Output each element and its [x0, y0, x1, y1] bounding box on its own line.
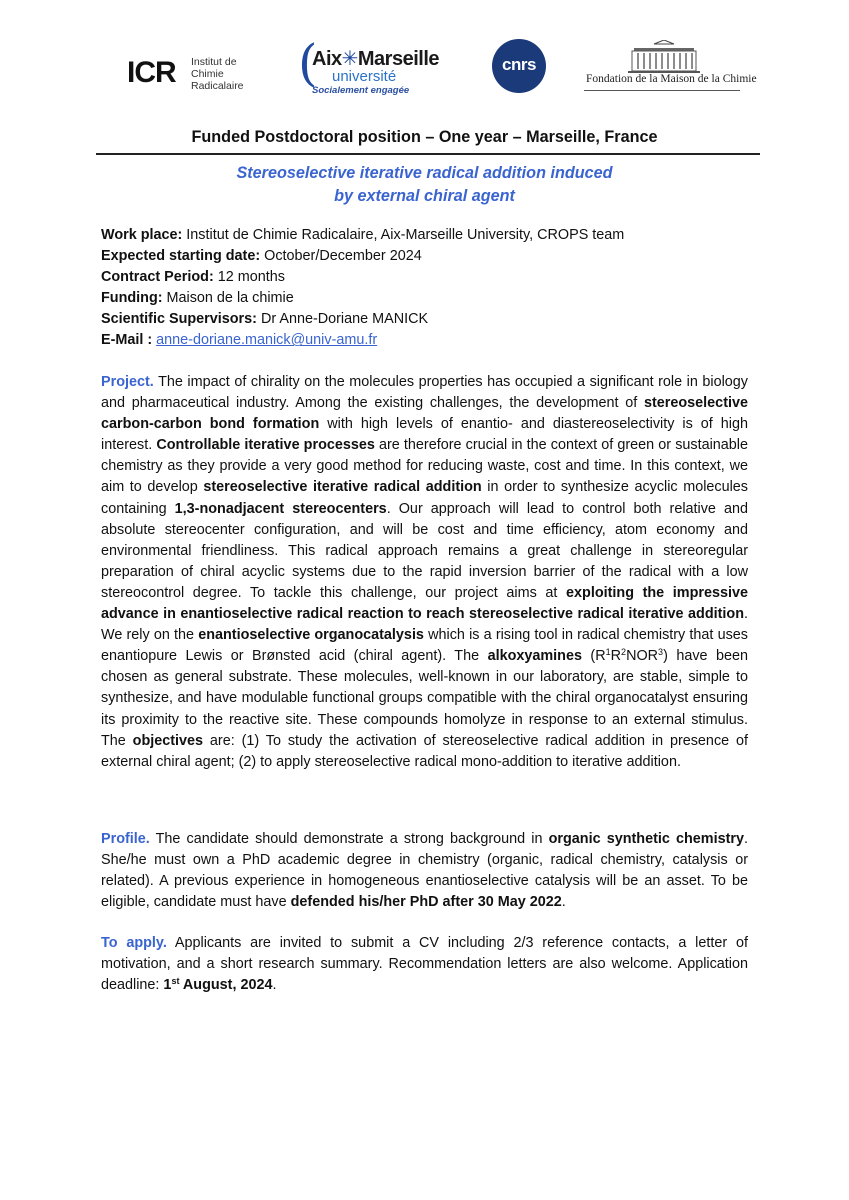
cnrs-text: cnrs [502, 55, 536, 74]
fondation-name: Fondation de la Maison de la Chimie [586, 73, 757, 85]
email-link[interactable]: anne-doriane.manick@univ-amu.fr [156, 332, 378, 349]
project-title: Stereoselective iterative radical addition induced by external chiral agent [236, 164, 613, 205]
amu-title: Aix✳Marseille [312, 48, 439, 70]
logo-row [0, 34, 849, 98]
start-date-row: Expected starting date: October/December 2024 [101, 248, 422, 265]
title-rule [96, 153, 760, 155]
project-paragraph: Project. The impact of chirality on the molecules properties has occupied a significant role in biology and pharmaceutical industry. Among the existing challenges, the development of stereoselective carbon-carbon bond formation with high levels of enantio- and diastereoselectivity is of high interest. Controllable iterative processes are therefore crucial in the context of green or sustainable chemistry as they provide a very good method for reducing waste, cost and time. In this context, we aim to develop stereoselective iterative radical addition in order to synthesize acyclic molecules containing 1,3-nonadjacent stereocenters. Our approach will lead to control both relative and absolute stereocenter configuration, and will be cost and time efficiency, atom economy and environmental friendliness. This radical approach remains a great challenge in stereoregular preparation of chiral acyclic systems due to the rapid inversion barrier of the radical with a low stereocontrol degree. To tackle this challenge, our project aims at exploiting the impressive advance in enantioselective radical reaction to reach stereoselective radical iterative addition. We rely on the enantioselective organocatalysis which is a rising tool in radical chemistry that uses enantiopure Lewis or Brønsted acid (chiral agent). The alkoxyamines $(R^1R^2NOR^3)$ have been chosen as general substrate. These molecules, well-known in our laboratory, are stable, simple to synthesize, and have modulable functional groups compatible with the chiral organocatalyst ensuring its proximity to the reactive site. These compounds homolyze in response to an external stimulus. The objectives are: (1) To study the activation of stereoselective radical addition in presence of external chiral agent; (2) to apply stereoselective radical mono-addition to iterative addition. [101, 374, 749, 770]
contract-row: Contract Period: 12 months [101, 269, 285, 286]
amu-logo [298, 34, 439, 98]
funding-row: Funding: Maison de la chimie [101, 290, 294, 307]
amu-bracket-icon: ( [298, 34, 318, 92]
amu-tagline: Socialement engagée [312, 85, 410, 96]
page-title: Funded Postdoctoral position – One year – Marseille, France [191, 128, 658, 146]
icr-mark: ICR [127, 56, 176, 89]
divider [584, 90, 740, 91]
position-details [101, 225, 761, 352]
supervisors-row: Scientific Supervisors: Dr Anne-Doriane MANICK [101, 311, 429, 328]
apply-paragraph: To apply. Applicants are invited to submit a CV including 2/3 reference contacts, a letter of motivation, and a short research summary. Recommendation letters are also welcome. Application deadline: 1st August, 2024. [101, 935, 748, 994]
icr-name: Institut de Chimie Radicalaire [191, 56, 244, 92]
cnrs-logo [492, 39, 546, 93]
work-place-row: Work place: Institut de Chimie Radicalaire, Aix-Marseille University, CROPS team [101, 227, 625, 243]
building-icon [626, 40, 702, 74]
email-row: E-Mail : anne-doriane.manick@univ-amu.fr [101, 332, 378, 349]
profile-paragraph: Profile. The candidate should demonstrate a strong background in organic synthetic chemistry. She/he must own a PhD academic degree in chemistry (organic, radical chemistry, catalysis or related). A previous experience in homogeneous enantioselective catalysis will be an asset. To be eligible, candidate must have defended his/her PhD after 30 May 2022. [101, 831, 748, 911]
amu-subtitle: université [332, 68, 397, 85]
fondation-logo [584, 40, 757, 96]
